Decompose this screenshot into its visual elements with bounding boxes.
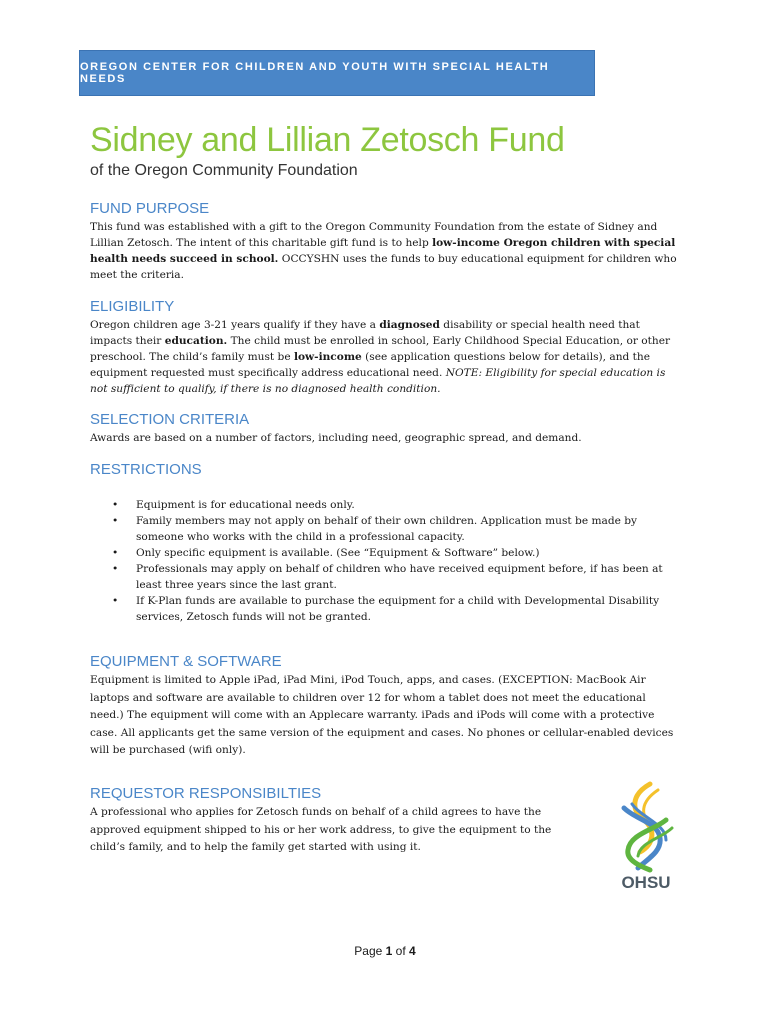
- page-number: 1: [385, 944, 393, 958]
- section-heading: EQUIPMENT & SOFTWARE: [90, 653, 282, 670]
- section-heading: ELIGIBILITY: [90, 298, 175, 315]
- list-item-text: If K-Plan funds are available to purchase the equipment for a child with Developmental Disability services, Zetosch funds will not be granted.: [136, 595, 660, 623]
- page-subtitle: of the Oregon Community Foundation: [90, 162, 358, 179]
- bullet: •: [112, 515, 119, 527]
- section-body: [90, 317, 680, 397]
- section-body: [90, 219, 680, 283]
- section-fund-purpose: [90, 199, 680, 283]
- section-heading: REQUESTOR RESPONSIBILTIES: [90, 785, 322, 802]
- page-title: Sidney and Lillian Zetosch Fund: [90, 121, 565, 159]
- bullet: •: [112, 563, 119, 575]
- ohsu-flame-icon: [610, 780, 682, 892]
- list-item: [90, 561, 680, 593]
- section-requestor: [90, 784, 560, 857]
- list-item: [90, 513, 680, 545]
- section-restrictions: [90, 460, 680, 625]
- text-run: OCCYSHN uses the funds to buy educational equipment for children who meet the criteria.: [90, 253, 677, 281]
- bold-run: low-income Oregon children with special health needs succeed in school.: [90, 237, 676, 265]
- restrictions-list: [90, 497, 680, 625]
- banner-text: OREGON CENTER FOR CHILDREN AND YOUTH WITH SPECIAL HEALTH NEEDS: [80, 61, 550, 85]
- list-item-text: Professionals may apply on behalf of children who have received equipment before, if has been at least three years since the last grant.: [136, 563, 663, 591]
- section-equipment-software: [90, 652, 680, 760]
- section-selection-criteria: [90, 410, 680, 446]
- header-banner: [79, 50, 595, 96]
- section-body: Equipment is limited to Apple iPad, iPad Mini, iPod Touch, apps, and cases. (EXCEPTION: MacBook Air laptops and software are available to children over 12 for whom a tablet does not meet the educational need.) The equipment will come with an Applecare warranty. iPads and iPods will come with a protective case. All applicants get the same version of the equipment and cases. No phones or cellular-enabled devices will be purchased (wifi only).: [90, 674, 674, 756]
- page-footer: [0, 944, 770, 958]
- section-eligibility: [90, 297, 680, 397]
- section-heading: RESTRICTIONS: [90, 461, 202, 478]
- list-item-text: Only specific equipment is available. (See “Equipment & Software” below.): [136, 547, 540, 559]
- bullet: •: [112, 547, 119, 559]
- text-run: (see application questions below for details), and the equipment requested must specifically address educational need.: [90, 351, 651, 379]
- logo-text: OHSU: [621, 873, 671, 892]
- footer-text: Page: [354, 944, 386, 958]
- list-item: [90, 593, 680, 625]
- text-run: The child must be enrolled in school, Early Childhood Special Education, or other preschool. The child’s family must be: [90, 335, 671, 363]
- page-total: 4: [409, 944, 416, 958]
- bold-run: low-income: [293, 351, 362, 363]
- section-body: Awards are based on a number of factors, including need, geographic spread, and demand.: [90, 432, 582, 444]
- list-item: [90, 545, 680, 561]
- bold-run: diagnosed: [379, 319, 440, 331]
- list-item: [90, 497, 680, 513]
- text-run: Oregon children age 3-21 years qualify if they have a: [90, 319, 380, 331]
- section-heading: FUND PURPOSE: [90, 200, 210, 217]
- text-run: This fund was established with a gift to the Oregon Community Foundation from the estate of Sidney and Lillian Zetosch. The intent of this charitable gift fund is to help: [90, 221, 658, 249]
- list-item-text: Family members may not apply on behalf of their own children. Application must be made by someone who works with the child in a professional capacity.: [136, 515, 638, 543]
- bullet: •: [112, 595, 119, 607]
- bold-run: education.: [164, 335, 228, 347]
- footer-text: of: [392, 944, 410, 958]
- section-body: A professional who applies for Zetosch funds on behalf of a child agrees to have the approved equipment shipped to his or her work address, to give the equipment to the child’s family, and to help the family get started with using it.: [90, 806, 552, 853]
- italic-note: NOTE: Eligibility for special education is not sufficient to qualify, if there is no diagnosed health condition.: [90, 367, 666, 395]
- bullet: •: [112, 499, 119, 511]
- list-item-text: Equipment is for educational needs only.: [136, 499, 355, 511]
- section-heading: SELECTION CRITERIA: [90, 411, 250, 428]
- ohsu-logo: [610, 780, 682, 892]
- text-run: disability or special health need that impacts their: [90, 319, 640, 347]
